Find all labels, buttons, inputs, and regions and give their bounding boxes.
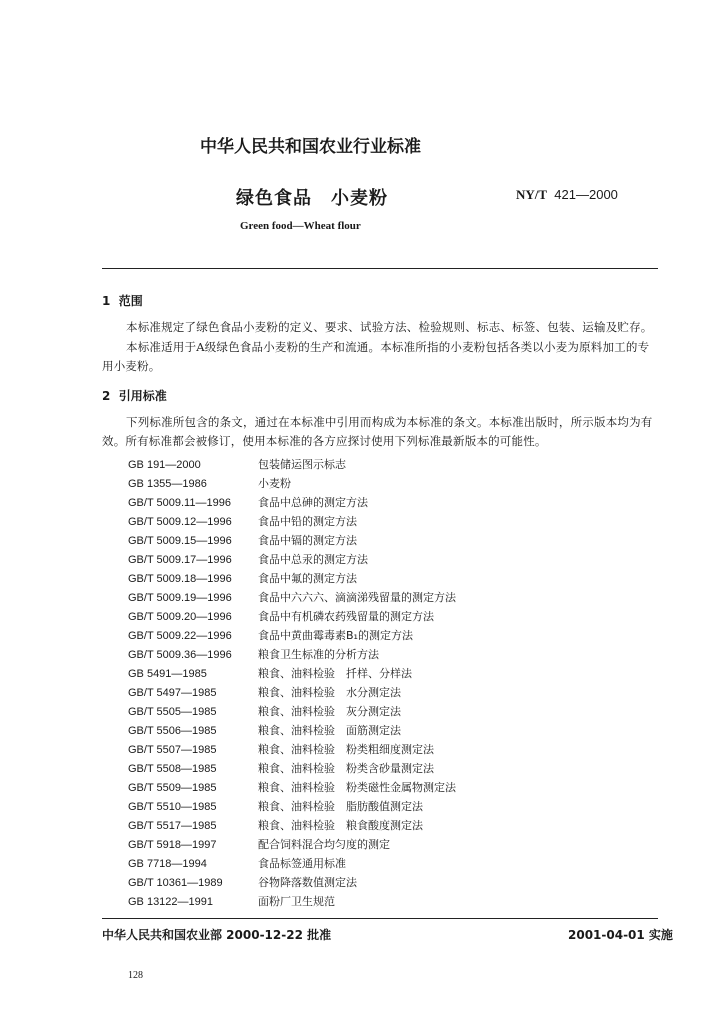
- section-2-title: 引用标准: [118, 389, 167, 403]
- section-1-paragraph-1: 本标准规定了绿色食品小麦粉的定义、要求、试验方法、检验规则、标志、标签、包装、运输及贮存。: [126, 320, 653, 334]
- reference-item: [128, 531, 456, 550]
- reference-code: GB/T 5009.22—1996: [128, 630, 232, 642]
- reference-name: 粮食、油料检验 粉类含砂量测定法: [258, 762, 434, 775]
- reference-name: 食品中铅的测定方法: [258, 515, 357, 528]
- reference-code: GB/T 5508—1985: [128, 763, 217, 775]
- reference-name: 食品标签通用标准: [258, 857, 346, 870]
- reference-name: 粮食、油料检验 脂肪酸值测定法: [258, 800, 423, 813]
- reference-item: [128, 455, 456, 474]
- reference-name: 粮食、油料检验 扦样、分样法: [258, 667, 412, 680]
- reference-code: GB 1355—1986: [128, 478, 207, 490]
- reference-name: 粮食卫生标准的分析方法: [258, 648, 379, 661]
- reference-name: 食品中六六六、滴滴涕残留量的测定方法: [258, 591, 456, 604]
- reference-name: 食品中总汞的测定方法: [258, 553, 368, 566]
- reference-name: 粮食、油料检验 粉类粗细度测定法: [258, 743, 434, 756]
- reference-code: GB/T 10361—1989: [128, 877, 223, 889]
- english-title: Green food—Wheat flour: [240, 220, 361, 232]
- reference-name: 食品中氟的测定方法: [258, 572, 357, 585]
- reference-code: GB/T 5009.15—1996: [128, 535, 232, 547]
- reference-code: GB 191—2000: [128, 459, 201, 471]
- reference-code: GB 5491—1985: [128, 668, 207, 680]
- reference-code: GB/T 5009.12—1996: [128, 516, 232, 528]
- reference-code: GB/T 5510—1985: [128, 801, 217, 813]
- section-1-title: 范围: [118, 294, 143, 308]
- section-1-heading: [102, 292, 143, 309]
- reference-code: GB 13122—1991: [128, 896, 214, 908]
- header-divider: [102, 268, 658, 269]
- section-1-paragraph-2: 本标准适用于A级绿色食品小麦粉的生产和流通。本标准所指的小麦粉包括各类以小麦为原料加工的专用小麦粉。: [102, 340, 650, 373]
- standard-code-prefix: NY/T: [516, 187, 548, 202]
- implementation-date: 2001-04-01 实施: [568, 928, 673, 942]
- document-header-title: 中华人民共和国农业行业标准: [200, 137, 421, 157]
- reference-code: GB/T 5505—1985: [128, 706, 217, 718]
- reference-item: [128, 664, 456, 683]
- reference-item: [128, 626, 456, 645]
- reference-item: [128, 683, 456, 702]
- reference-name: 粮食、油料检验 面筋测定法: [258, 724, 401, 737]
- reference-item: [128, 873, 456, 892]
- reference-item: [128, 797, 456, 816]
- reference-name: 食品中黄曲霉毒素B₁的测定方法: [258, 629, 413, 642]
- reference-code: GB/T 5506—1985: [128, 725, 217, 737]
- reference-item: [128, 721, 456, 740]
- reference-code: GB/T 5918—1997: [128, 839, 217, 851]
- reference-item: [128, 645, 456, 664]
- reference-code: GB/T 5009.18—1996: [128, 573, 232, 585]
- reference-list: [128, 455, 456, 911]
- reference-item: [128, 550, 456, 569]
- approval-date: 中华人民共和国农业部 2000-12-22 批准: [102, 928, 332, 942]
- reference-item: [128, 588, 456, 607]
- reference-item: [128, 778, 456, 797]
- section-2-heading: [102, 387, 167, 404]
- reference-item: [128, 892, 456, 911]
- reference-name: 粮食、油料检验 灰分测定法: [258, 705, 401, 718]
- reference-item: [128, 493, 456, 512]
- reference-code: GB/T 5009.19—1996: [128, 592, 232, 604]
- reference-name: 面粉厂卫生规范: [258, 895, 335, 908]
- reference-item: [128, 512, 456, 531]
- reference-code: GB/T 5517—1985: [128, 820, 217, 832]
- footer-divider: [102, 918, 658, 919]
- reference-code: GB 7718—1994: [128, 858, 207, 870]
- standard-title: 绿色食品 小麦粉: [236, 188, 388, 209]
- reference-name: 食品中有机磷农药残留量的测定方法: [258, 610, 434, 623]
- reference-name: 包装储运图示标志: [258, 458, 346, 471]
- reference-code: GB/T 5507—1985: [128, 744, 217, 756]
- reference-item: [128, 759, 456, 778]
- reference-code: GB/T 5509—1985: [128, 782, 217, 794]
- reference-name: 小麦粉: [258, 477, 291, 490]
- reference-code: GB/T 5497—1985: [128, 687, 217, 699]
- reference-item: [128, 816, 456, 835]
- reference-item: [128, 740, 456, 759]
- section-2-number: 2: [102, 389, 111, 403]
- reference-name: 粮食、油料检验 粮食酸度测定法: [258, 819, 423, 832]
- reference-item: [128, 569, 456, 588]
- reference-name: 配合饲料混合均匀度的测定: [258, 838, 390, 851]
- standard-code-number: 421—2000: [554, 187, 618, 202]
- reference-name: 谷物降落数值测定法: [258, 876, 357, 889]
- reference-item: [128, 835, 456, 854]
- reference-name: 粮食、油料检验 粉类磁性金属物测定法: [258, 781, 456, 794]
- section-1-number: 1: [102, 294, 111, 308]
- reference-item: [128, 607, 456, 626]
- reference-item: [128, 474, 456, 493]
- reference-item: [128, 854, 456, 873]
- reference-code: GB/T 5009.20—1996: [128, 611, 232, 623]
- page-number: 128: [128, 970, 143, 981]
- reference-code: GB/T 5009.17—1996: [128, 554, 232, 566]
- section-2-intro: 下列标准所包含的条文，通过在本标准中引用而构成为本标准的条文。本标准出版时，所示版本均为有效。所有标准都会被修订，使用本标准的各方应探讨使用下列标准最新版本的可能性。: [102, 415, 653, 448]
- reference-code: GB/T 5009.36—1996: [128, 649, 232, 661]
- reference-name: 食品中总砷的测定方法: [258, 496, 368, 509]
- reference-name: 食品中镉的测定方法: [258, 534, 357, 547]
- standard-code: [516, 187, 618, 203]
- reference-name: 粮食、油料检验 水分测定法: [258, 686, 401, 699]
- reference-code: GB/T 5009.11—1996: [128, 497, 231, 509]
- reference-item: [128, 702, 456, 721]
